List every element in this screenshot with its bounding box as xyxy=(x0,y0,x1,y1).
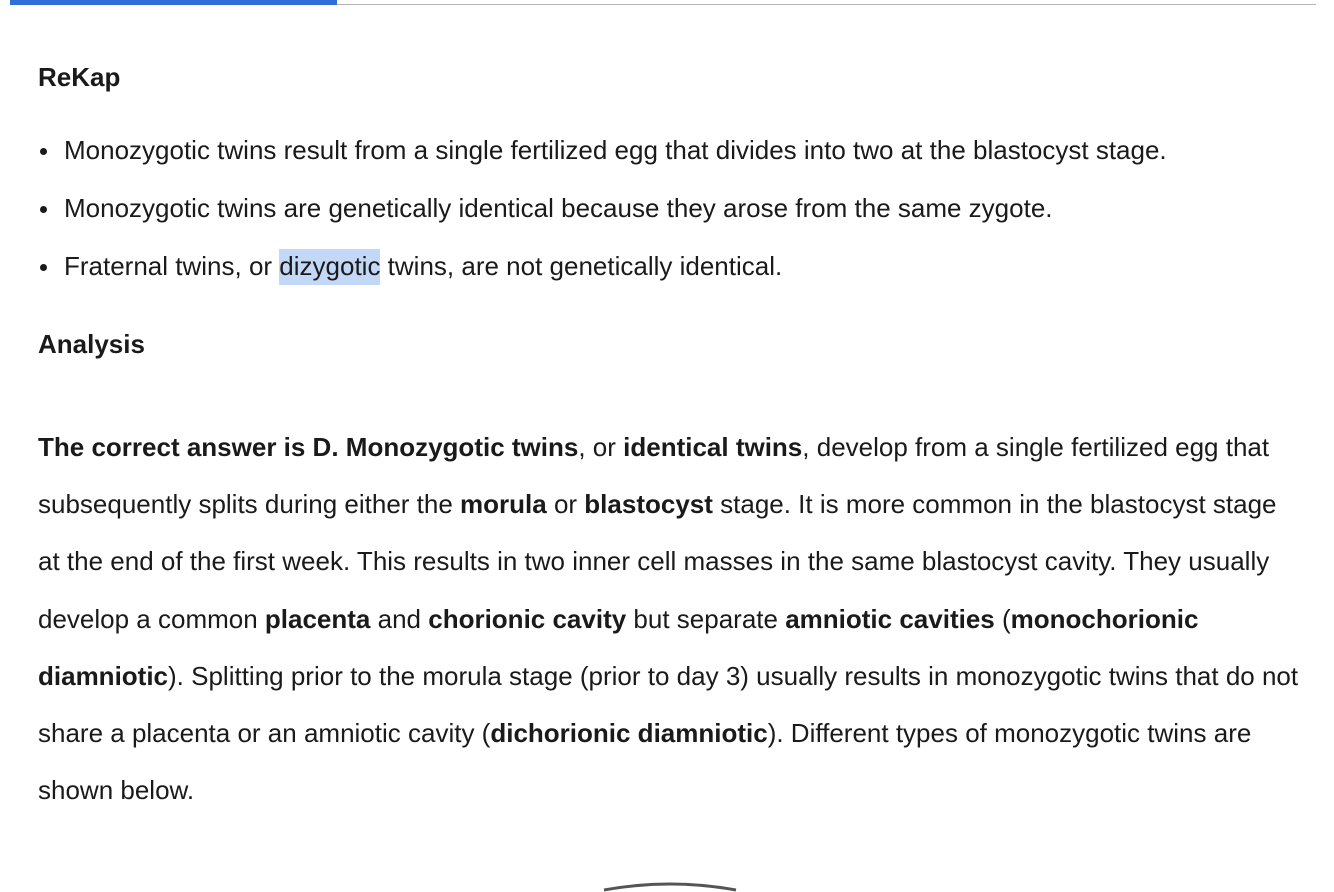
rekap-heading: ReKap xyxy=(38,62,121,92)
selected-text-highlight[interactable]: dizygotic xyxy=(279,249,380,285)
bold-term: amniotic cavities xyxy=(785,603,995,634)
rekap-bullet: Monozygotic twins are genetically identical because they arose from the same zygote. xyxy=(38,193,1308,251)
analysis-text: stage. It is more common in the blastocyst stage at the end of the first week. This results in two inner cell masses in the same blastocyst cavity. They usually develop a common xyxy=(38,489,1277,634)
progress-fill xyxy=(10,0,337,5)
rekap-bullet xyxy=(38,251,1308,309)
rekap-bullet: Monozygotic twins result from a single fertilized egg that divides into two at the blastocyst stage. xyxy=(38,135,1308,193)
figure-image-edge xyxy=(600,880,740,892)
bold-term: dichorionic diamniotic xyxy=(490,718,768,749)
bullet-text-after: twins, are not genetically identical. xyxy=(380,251,783,281)
analysis-text: , or xyxy=(578,432,624,462)
bold-term: blastocyst xyxy=(584,489,713,520)
bold-term: morula xyxy=(460,489,547,520)
rekap-list xyxy=(38,135,1308,309)
analysis-paragraph xyxy=(38,419,1300,819)
analysis-heading: Analysis xyxy=(38,329,145,359)
analysis-text: and xyxy=(370,603,429,634)
analysis-text: but separate xyxy=(626,603,786,634)
analysis-text: , develop from a single fertilized egg that subsequently splits during either the xyxy=(38,432,1270,520)
bold-term: placenta xyxy=(264,603,371,634)
bold-term: identical twins xyxy=(623,432,803,462)
bullet-text-before: Fraternal twins, or xyxy=(64,251,280,281)
analysis-text: or xyxy=(546,489,585,520)
analysis-text: ). Splitting prior to the morula stage (prior to day 3) usually results in monozygotic twins that do not share a placenta or an amniotic cavity ( xyxy=(38,660,1299,749)
analysis-text: ). Different types of monozygotic twins are shown below. xyxy=(38,718,1252,806)
bold-term: The correct answer is D. Monozygotic twins xyxy=(38,432,579,462)
analysis-text: ( xyxy=(994,603,1011,634)
bold-term: monochorionic diamniotic xyxy=(38,603,1199,691)
bold-term: chorionic cavity xyxy=(428,603,627,634)
